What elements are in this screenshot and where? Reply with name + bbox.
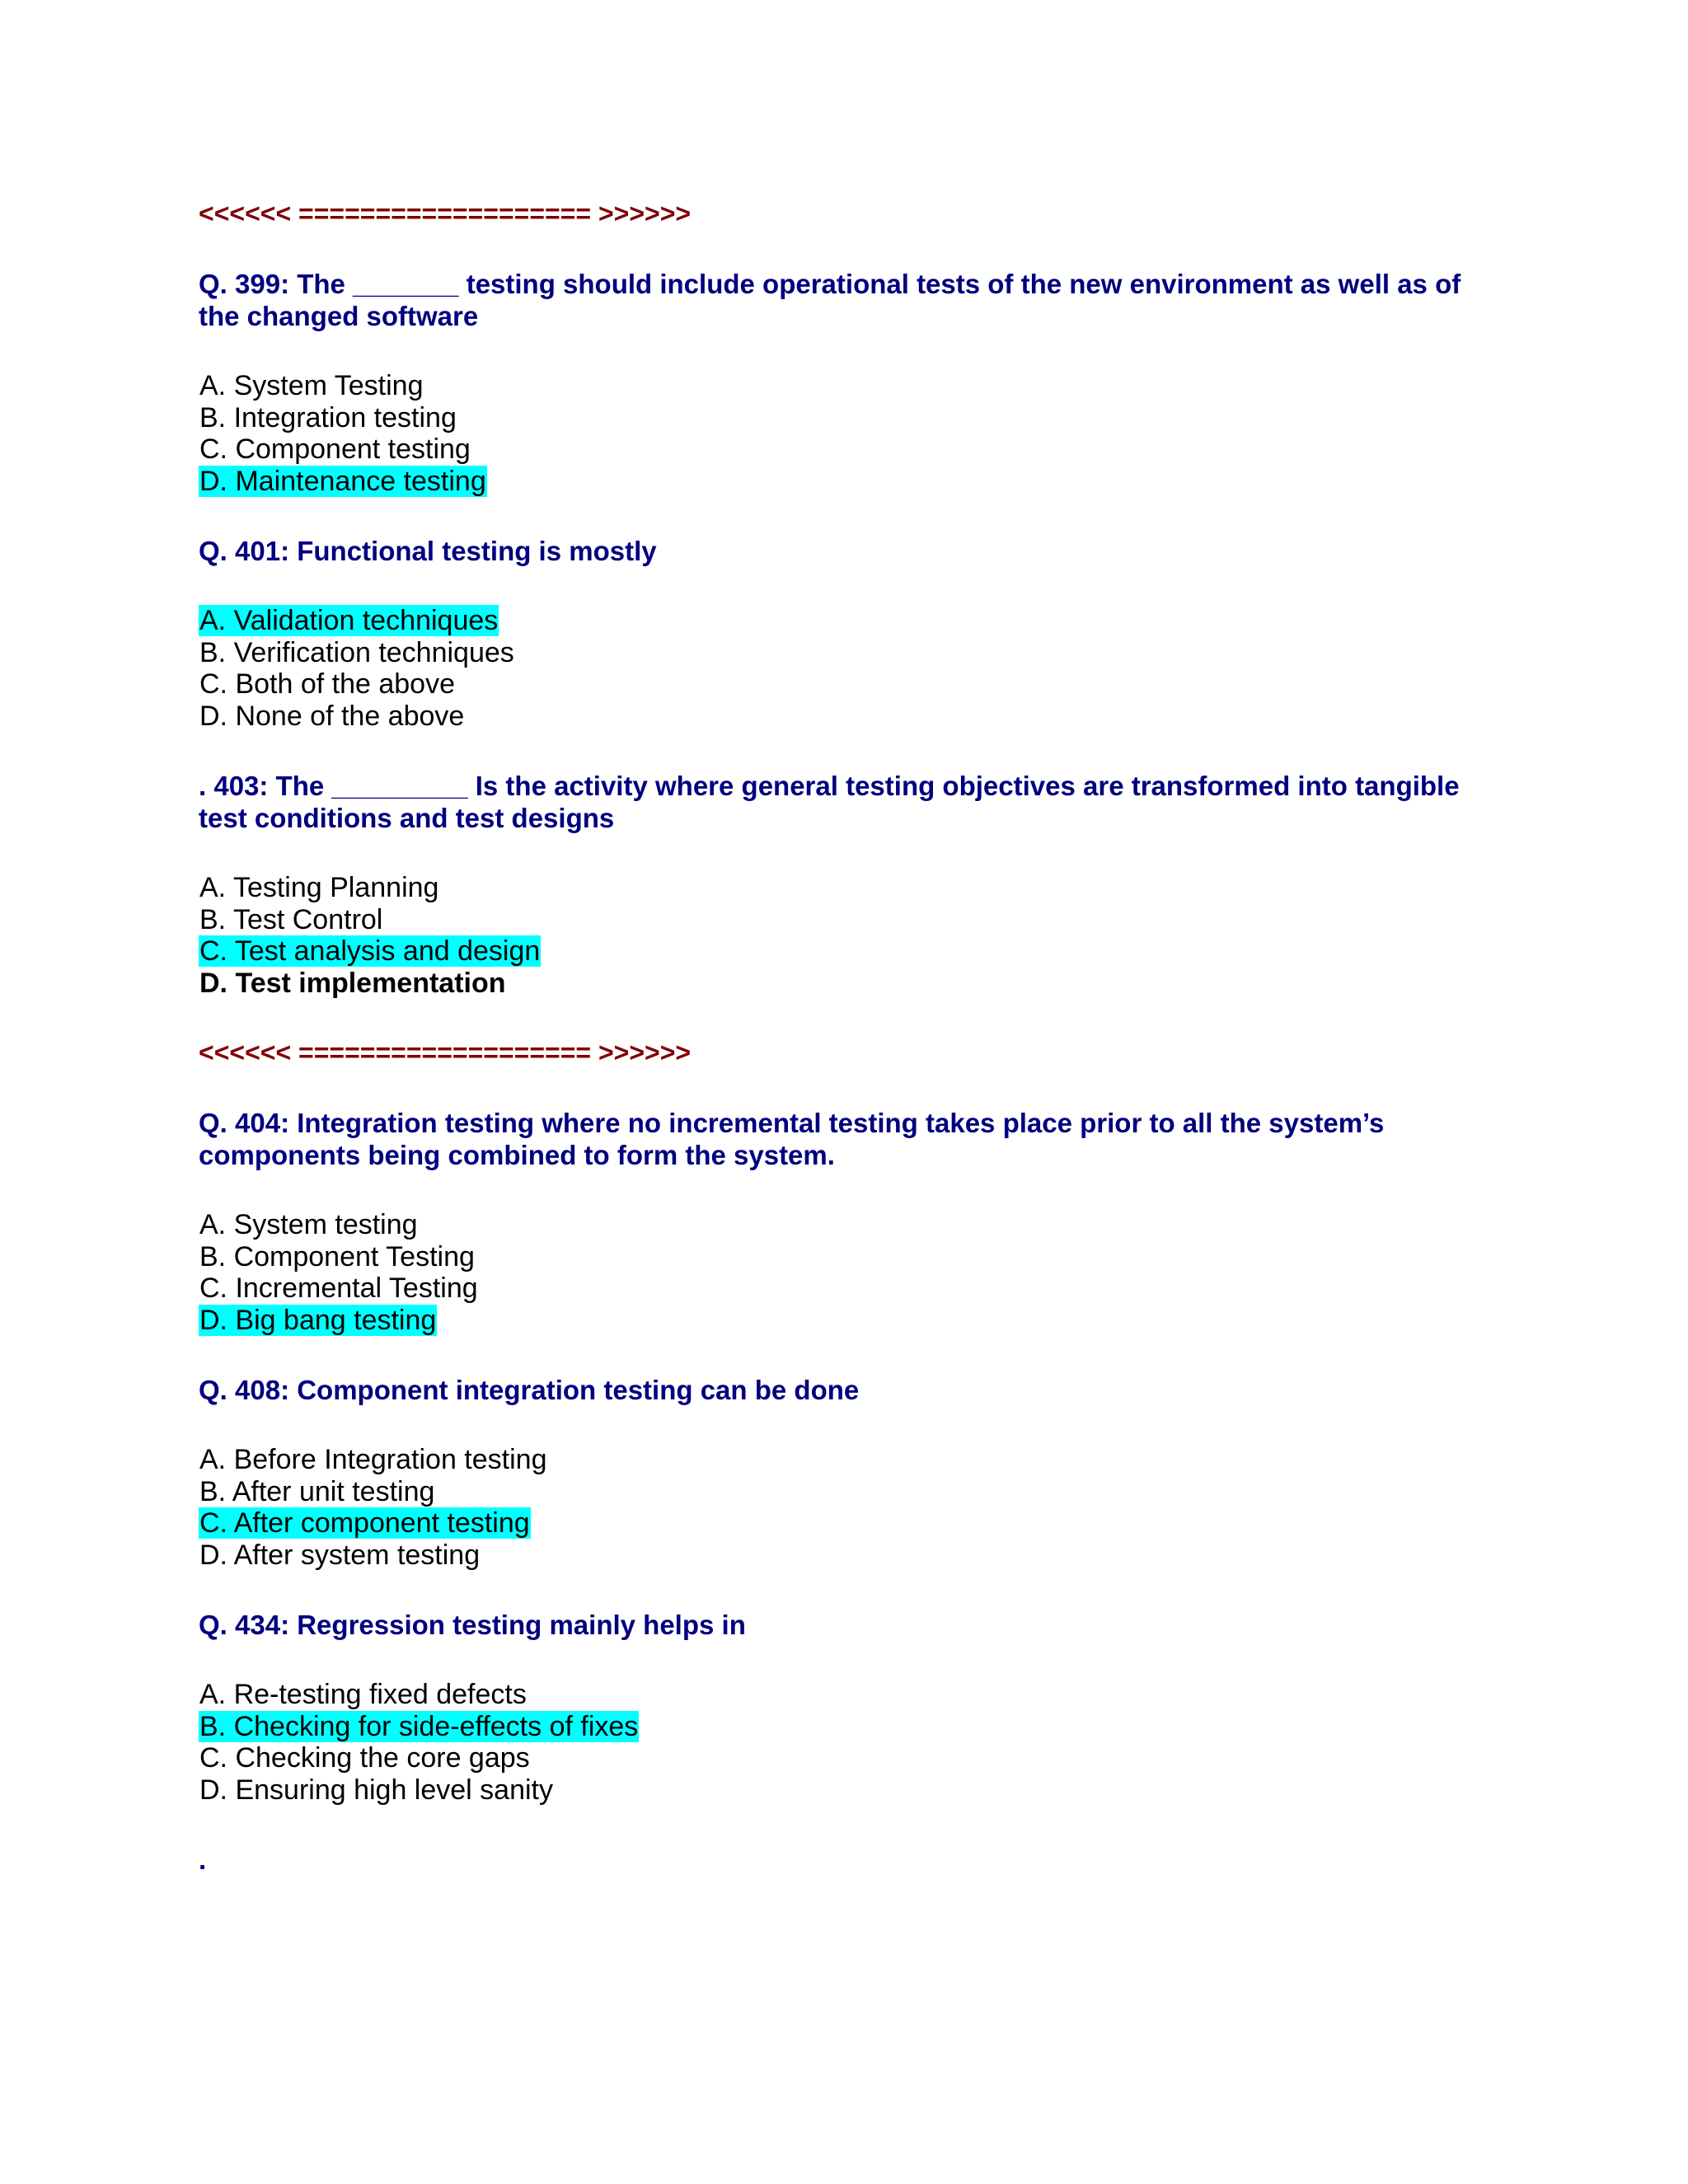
question-block <box>199 770 1501 999</box>
answer-option: B. Component Testing <box>199 1240 475 1272</box>
answer-option-correct: A. Validation techniques <box>199 605 499 636</box>
separator-top: <<<<<< =================== >>>>>> <box>199 199 692 228</box>
answer-option: C. Checking the core gaps <box>199 1742 530 1774</box>
question-text: . 403: The _________ Is the activity where general testing objectives are transformed into tangible test conditions and test designs <box>199 771 1460 833</box>
answer-option: A. Re-testing fixed defects <box>199 1679 527 1710</box>
question-block <box>199 268 1501 497</box>
answer-list <box>199 1444 1501 1571</box>
answer-option-correct: D. Maintenance testing <box>199 465 486 497</box>
question-text: Q. 401: Functional testing is mostly <box>199 536 657 566</box>
question-block <box>199 1107 1501 1336</box>
answer-option-correct: C. After component testing <box>199 1507 530 1539</box>
question-text: Q. 404: Integration testing where no incremental testing takes place prior to all the system’s components being combined to form the system. <box>199 1108 1385 1170</box>
question-block <box>199 1609 1501 1806</box>
trailing-dot: . <box>199 1844 207 1875</box>
quiz-content <box>199 198 1501 1876</box>
question-text: Q. 434: Regression testing mainly helps in <box>199 1610 746 1640</box>
answer-option: B. Integration testing <box>199 401 457 434</box>
answer-list <box>199 605 1501 732</box>
answer-option: A. System Testing <box>199 370 424 401</box>
answer-option: C. Component testing <box>199 434 471 465</box>
answer-option: B. Verification techniques <box>199 636 514 668</box>
question-text: Q. 408: Component integration testing can be done <box>199 1375 860 1405</box>
answer-list <box>199 1679 1501 1806</box>
answer-option: B. Test Control <box>199 903 383 935</box>
answer-option: A. Testing Planning <box>199 872 439 903</box>
answer-list <box>199 1209 1501 1336</box>
question-block <box>199 535 1501 732</box>
answer-option: D. None of the above <box>199 700 465 732</box>
answer-option: C. Incremental Testing <box>199 1272 478 1304</box>
answer-option-correct: C. Test analysis and design <box>199 935 541 967</box>
answer-option: D. Test implementation <box>199 967 506 999</box>
question-block <box>199 1374 1501 1571</box>
answer-option: A. System testing <box>199 1209 418 1240</box>
answer-option: D. Ensuring high level sanity <box>199 1774 554 1806</box>
answer-option: A. Before Integration testing <box>199 1444 547 1475</box>
separator-middle: <<<<<< =================== >>>>>> <box>199 1038 692 1067</box>
answer-option: D. After system testing <box>199 1539 481 1571</box>
question-text: Q. 399: The _______ testing should include operational tests of the new environment as well as of the changed software <box>199 269 1461 331</box>
answer-list <box>199 370 1501 497</box>
answer-option: C. Both of the above <box>199 668 455 700</box>
answer-option-correct: B. Checking for side-effects of fixes <box>199 1710 639 1742</box>
answer-option-correct: D. Big bang testing <box>199 1304 437 1336</box>
answer-list <box>199 872 1501 999</box>
answer-option: B. After unit testing <box>199 1475 435 1507</box>
